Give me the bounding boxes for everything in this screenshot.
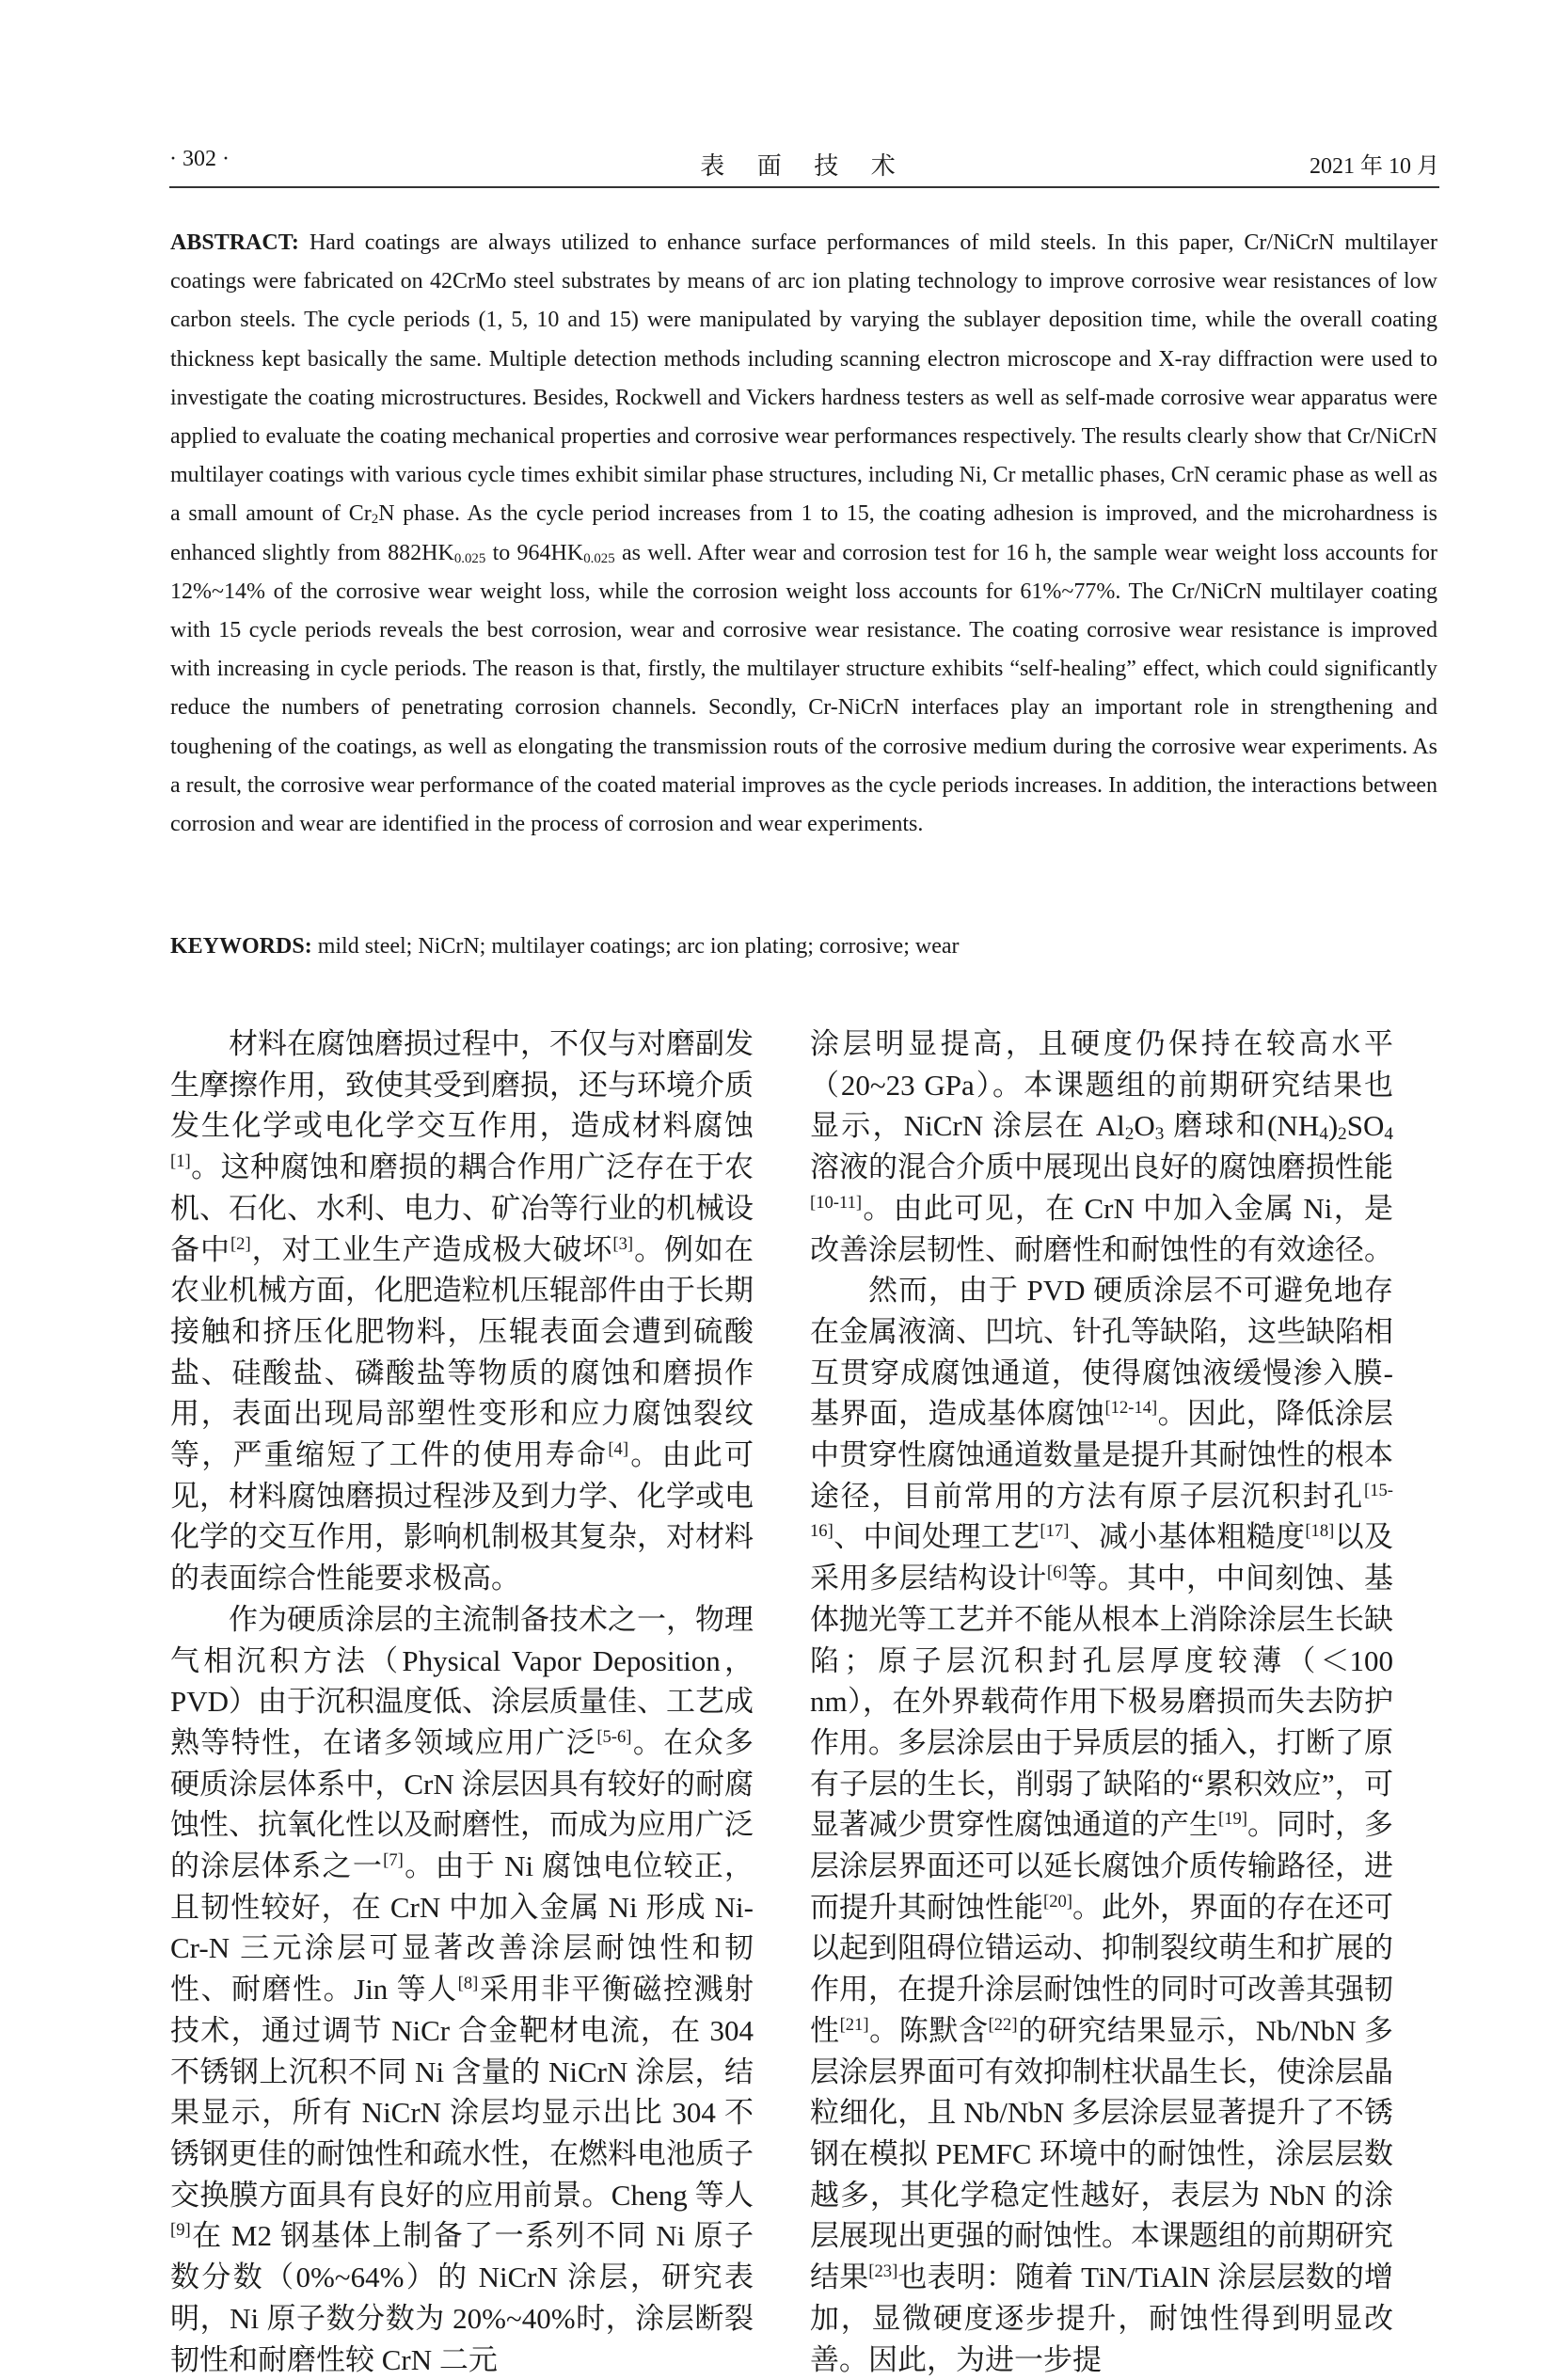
paragraph: 涂层明显提高，且硬度仍保持在较高水平（20~23 GPa）。本课题组的前期研究结果也显示，NiCrN 涂层在 $Al_2O_3$ 磨球和$(NH_4)_2SO_4$ 溶液的混合介质中展现出良好的腐蚀磨损性能[10-11]。由此可见，在 CrN 中加入金属 Ni，是改善涂层韧性、耐磨性和耐蚀性的有效途径。 xyxy=(810,1027,1393,1266)
keywords-label: KEYWORDS: xyxy=(170,934,312,959)
keywords xyxy=(170,928,1437,966)
citation[interactable]: [6] xyxy=(1046,1562,1068,1582)
keywords-text: mild steel; NiCrN; multilayer coatings; arc ion plating; corrosive; wear xyxy=(311,934,960,959)
citation[interactable]: [8] xyxy=(457,1974,479,1994)
citation[interactable]: [17] xyxy=(1040,1521,1070,1542)
abstract-text: Hard coatings are always utilized to enhance surface performances of mild steels. In this paper, Cr/NiCrN multilayer coatings were fabricated on 42CrMo steel substrates by means of arc ion plating technology to improve corrosive wear resistances of low carbon steels. The cycle periods (1, 5, 10 and 15) were manipulated by varying the sublayer deposition time, while the overall coating thickness kept basically the same. Multiple detection methods including scanning electron microscope and X-ray diffraction were used to investigate the coating microstructures. Besides, Rockwell and Vickers hardness testers as well as self-made corrosive wear apparatus were applied to evaluate the coating mechanical properties and corrosive wear performances respectively. The results clearly show that Cr/NiCrN multilayer coatings with various cycle times exhibit similar phase structures, including Ni, Cr metallic phases, CrN ceramic phase as well as a small amount of Cr xyxy=(170,230,1437,527)
citation[interactable]: [9] xyxy=(170,2220,191,2241)
abstract: ABSTRACT: Hard coatings are always utilized to enhance surface performances of mild steels. In this paper, Cr/NiCrN multilayer coatings were fabricated on 42CrMo steel substrates by means of arc ion plating technology to improve corrosive wear resistances of low carbon steels. The cycle periods (1, 5, 10 and 15) were manipulated by varying the sublayer deposition time, while the overall coating thickness kept basically the same. Multiple detection methods including scanning electron microscope and X-ray diffraction were used to investigate the coating microstructures. Besides, Rockwell and Vickers hardness testers as well as self-made corrosive wear apparatus were applied to evaluate the coating mechanical properties and corrosive wear performances respectively. The results clearly show that Cr/NiCrN multilayer coatings with various cycle times exhibit similar phase structures, including Ni, Cr metallic phases, CrN ceramic phase as well as a small amount of $Cr_2N$ phase. As the cycle period increases from 1 to 15, the coating adhesion is improved, and the microhardness is enhanced slightly from $882HK_{0.025}$ to $964HK_{0.025}$ as well. After wear and corrosion test for 16 h, the sample wear weight loss accounts for 12%~14% of the corrosive wear weight loss, while the corrosion weight loss accounts for 61%~77%. The Cr/NiCrN multilayer coating with 15 cycle periods reveals the best corrosion, wear and corrosive wear resistance. The coating corrosive wear resistance is improved with increasing in cycle periods. The reason is that, firstly, the multilayer structure exhibits “self-healing” effect, which could significantly reduce the numbers of penetrating corrosion channels. Secondly, Cr-NiCrN interfaces play an important role in strengthening and toughening of the coatings, as well as elongating the transmission routs of the corrosive medium during the corrosive wear experiments. As a result, the corrosive wear performance of the coated material improves as the cycle periods increases. In addition, the interactions between corrosion and wear are identified in the process of corrosion and wear experiments. xyxy=(170,230,1437,837)
citation[interactable]: [15-16] xyxy=(810,1480,1393,1542)
citation[interactable]: [18] xyxy=(1305,1521,1335,1542)
citation[interactable]: [2] xyxy=(230,1233,251,1254)
citation[interactable]: [21] xyxy=(839,2014,869,2035)
citation[interactable]: [3] xyxy=(612,1233,634,1254)
citation[interactable]: [7] xyxy=(383,1849,404,1870)
page-number: · 302 · xyxy=(169,147,230,171)
citation[interactable]: [12-14] xyxy=(1104,1398,1158,1419)
citation[interactable]: [5-6] xyxy=(596,1726,632,1747)
citation[interactable]: [1] xyxy=(170,1150,191,1171)
abstract-label: ABSTRACT: xyxy=(170,230,299,255)
citation[interactable]: [10-11] xyxy=(810,1192,863,1213)
issue-date: 2021 年 10 月 xyxy=(1310,154,1439,179)
citation[interactable]: [20] xyxy=(1043,1891,1072,1912)
running-header xyxy=(169,147,1439,184)
paragraph: 作为硬质涂层的主流制备技术之一，物理气相沉积方法（Physical Vapor Deposition，PVD）由于沉积温度低、涂层质量佳、工艺成熟等特性，在诸多领域应用广泛[5-6]。在众多硬质涂层体系中，CrN 涂层因具有较好的耐腐蚀性、抗氧化性以及耐磨性，而成为应用广泛的涂层体系之一[7]。由于 Ni 腐蚀电位较正，且韧性较好，在 CrN 中加入金属 Ni 形成 Ni-Cr-N 三元涂层可显著改善涂层耐蚀性和韧性、耐磨性。Jin 等人[8]采用非平衡磁控溅射技术，通过调节 NiCr 合金靶材电流，在 304 不锈钢上沉积不同 Ni 含量的 NiCrN 涂层，结果显示，所有 NiCrN 涂层均显示出比 304 不锈钢更佳的耐蚀性和疏水性，在燃料电池质子交换膜方面具有良好的应用前景。Cheng 等人[9]在 M2 钢基体上制备了一系列不同 Ni 原子数分数（0%~64%）的 NiCrN 涂层，研究表明，Ni 原子数分数为 20%~40%时，涂层断裂韧性和耐磨性较 CrN 二元 xyxy=(170,1602,754,2376)
citation[interactable]: [22] xyxy=(988,2014,1018,2035)
body-column-left xyxy=(170,1023,754,2380)
body-column-right xyxy=(810,1023,1393,2380)
journal-title: 表 面 技 术 xyxy=(700,152,909,180)
citation[interactable]: [23] xyxy=(868,2261,898,2281)
paragraph: 材料在腐蚀磨损过程中，不仅与对磨副发生摩擦作用，致使其受到磨损，还与环境介质发生化学或电化学交互作用，造成材料腐蚀[1]。这种腐蚀和磨损的耦合作用广泛存在于农机、石化、水利、电力、矿冶等行业的机械设备中[2]，对工业生产造成极大破坏[3]。例如在农业机械方面，化肥造粒机压辊部件由于长期接触和挤压化肥物料，压辊表面会遭到硫酸盐、硅酸盐、磷酸盐等物质的腐蚀和磨损作用，表面出现局部塑性变形和应力腐蚀裂纹等，严重缩短了工件的使用寿命[4]。由此可见，材料腐蚀磨损过程涉及到力学、化学或电化学的交互作用，影响机制极其复杂，对材料的表面综合性能要求极高。 xyxy=(170,1027,754,1595)
citation[interactable]: [19] xyxy=(1218,1809,1247,1830)
paragraph: 然而，由于 PVD 硬质涂层不可避免地存在金属液滴、凹坑、针孔等缺陷，这些缺陷相互贯穿成腐蚀通道，使得腐蚀液缓慢渗入膜-基界面，造成基体腐蚀[12-14]。因此，降低涂层中贯穿性腐蚀通道数量是提升其耐蚀性的根本途径，目前常用的方法有原子层沉积封孔[15-16]、中间处理工艺[17]、减小基体粗糙度[18]以及采用多层结构设计[6]等。其中，中间刻蚀、基体抛光等工艺并不能从根本上消除涂层生长缺陷；原子层沉积封孔层厚度较薄（＜100 nm），在外界载荷作用下极易磨损而失去防护作用。多层涂层由于异质层的插入，打断了原有子层的生长，削弱了缺陷的“累积效应”，可显著减少贯穿性腐蚀通道的产生[19]。同时，多层涂层界面还可以延长腐蚀介质传输路径，进而提升其耐蚀性能[20]。此外，界面的存在还可以起到阻碍位错运动、抑制裂纹萌生和扩展的作用，在提升涂层耐蚀性的同时可改善其强韧性[21]。陈默含[22]的研究结果显示，Nb/NbN 多层涂层界面可有效抑制柱状晶生长，使涂层晶粒细化，且 Nb/NbN 多层涂层显著提升了不锈钢在模拟 PEMFC 环境中的耐蚀性，涂层层数越多，其化学稳定性越好，表层为 NbN 的涂层展现出更强的耐蚀性。本课题组的前期研究结果[23]也表明：随着 TiN/TiAlN 涂层层数的增加，显微硬度逐步提升，耐蚀性得到明显改善。因此，为进一步提 xyxy=(810,1274,1394,2376)
header-rule xyxy=(169,186,1439,188)
citation[interactable]: [4] xyxy=(608,1438,629,1459)
